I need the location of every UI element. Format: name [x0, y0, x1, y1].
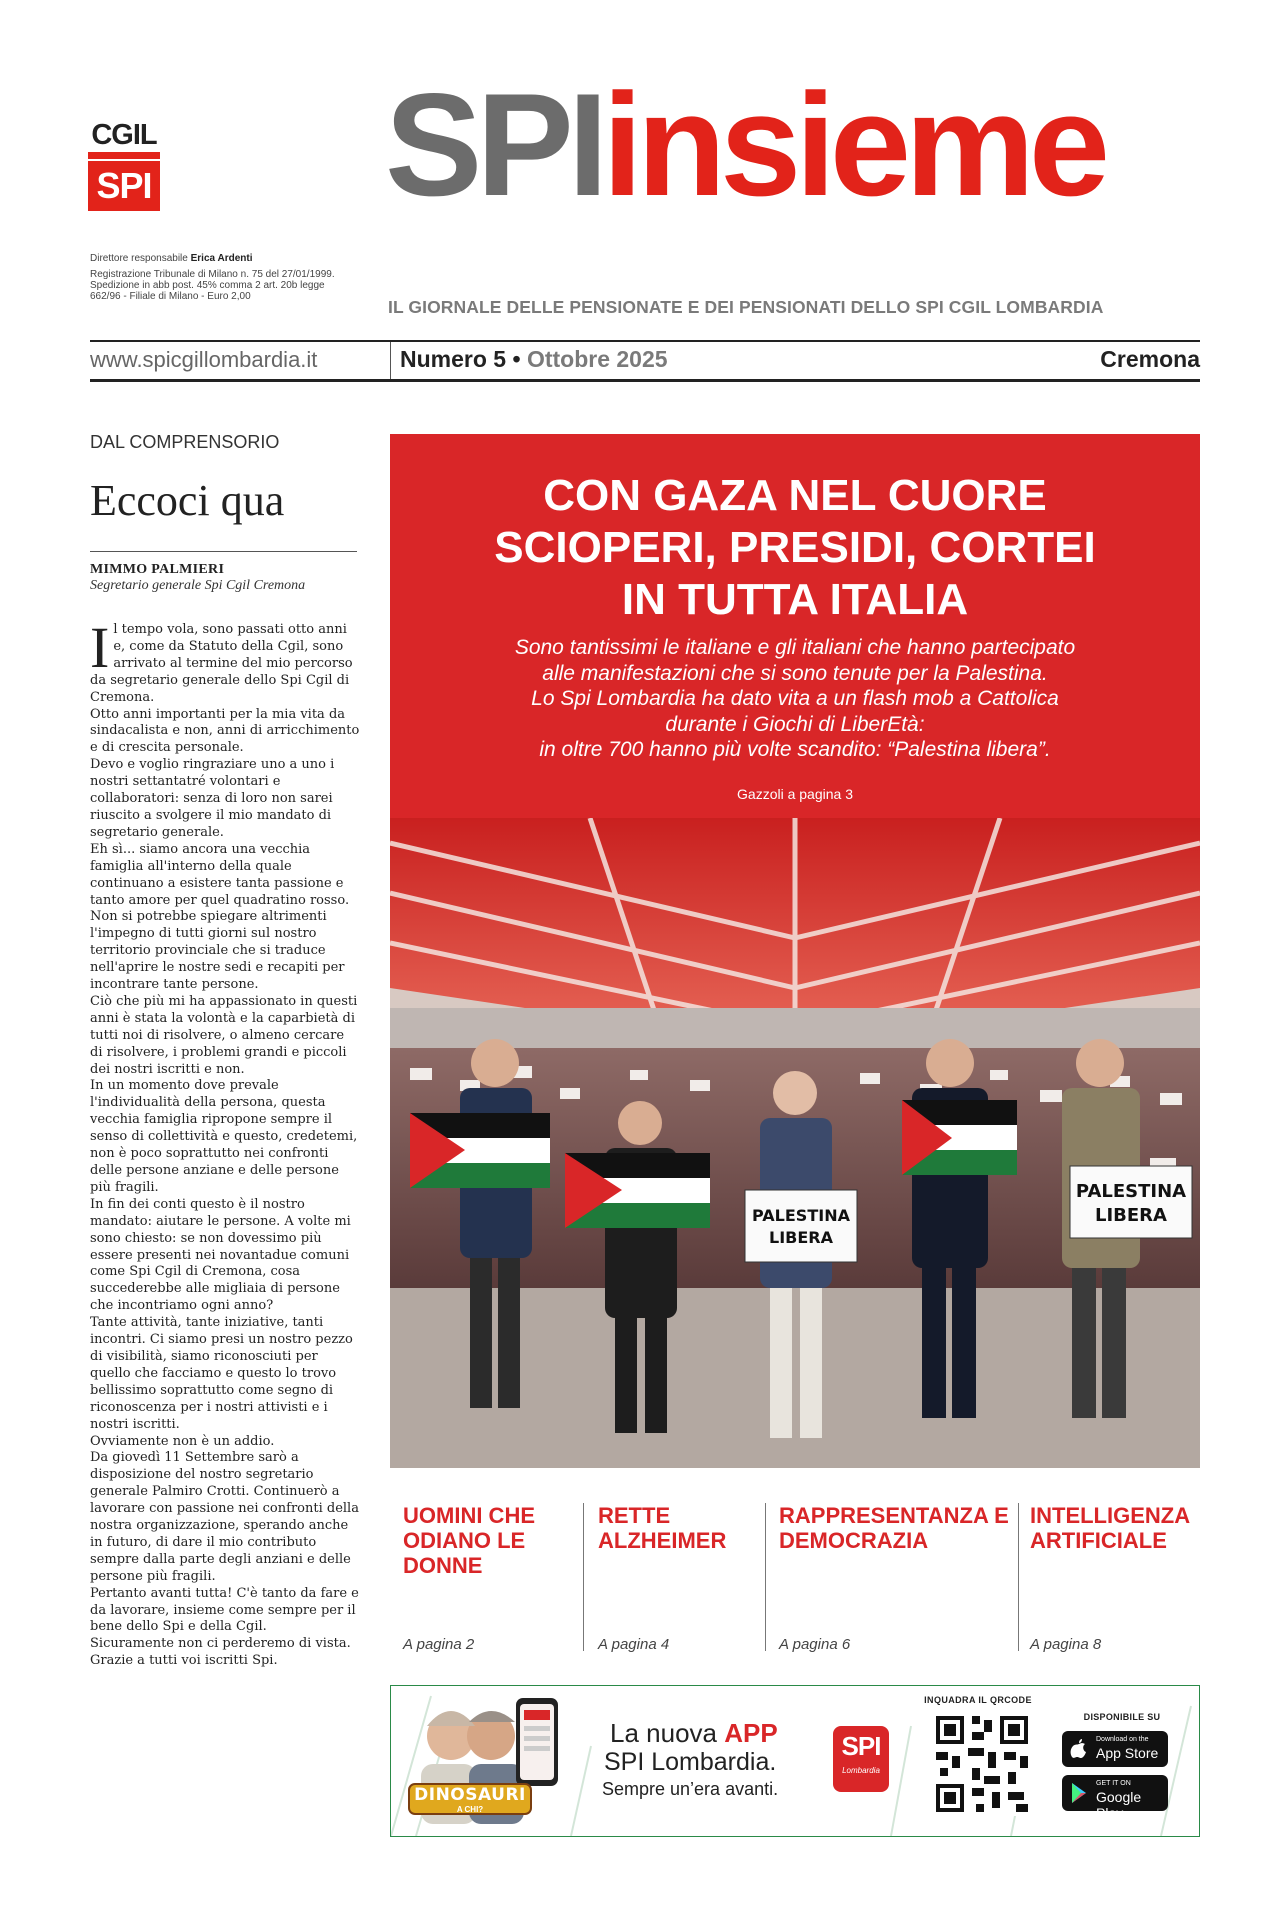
dinosauri-sub: A CHI? — [456, 1805, 484, 1814]
banner-line2: SPI Lombardia. — [604, 1748, 777, 1776]
teaser-title: RETTE ALZHEIMER — [598, 1503, 727, 1553]
subhead-line: durante i Giochi di LiberEtà: — [665, 712, 925, 736]
article-paragraph: l tempo vola, sono passati otto anni e, come da Statuto della Cgil, sono arrivato al termine del mio percorso da segretario generale dello Spi Cgil di Cremona. — [90, 622, 353, 705]
cgil-logo-text: CGIL — [91, 119, 157, 151]
sign-line: LIBERA — [769, 1228, 833, 1247]
article-paragraph: Tante attività, tante iniziative, tanti incontri. Ci siamo presi un nostro pezzo di visibilità, siamo riconosciuti per quello che facciamo e questo lo trovo bellissimo soprattutto come segno di riconoscenza per i nostri attivisti e i nostri iscritti. — [90, 1315, 353, 1432]
palestine-flag — [410, 1113, 550, 1188]
teaser-page: A pagina 6 — [779, 1636, 851, 1653]
title-insieme: insieme — [602, 63, 1105, 226]
website-link[interactable]: www.spicgillombardia.it — [90, 347, 318, 372]
article-paragraph: Grazie a tutti voi iscritti Spi. — [90, 1653, 278, 1669]
director-name: Erica Ardenti — [190, 253, 253, 264]
lead-photo — [390, 818, 1200, 1468]
appstore-small: Download on the — [1096, 1736, 1149, 1743]
article-paragraph: Devo e voglio ringraziare uno a uno i nostri settantatré volontari e collaboratori: senza di loro non sarei riuscito a svolgere il mio mandato di segretario generale. — [90, 757, 335, 840]
qr-code-graphic — [932, 1712, 1032, 1816]
teaser-page: A pagina 4 — [598, 1636, 670, 1653]
palestine-flag — [565, 1153, 710, 1228]
sign-right-text — [1070, 1180, 1192, 1228]
article-paragraph: Sicuramente non ci perderemo di vista. — [90, 1636, 351, 1652]
headline-line: CON GAZA NEL CUORE — [543, 471, 1047, 520]
director-line — [90, 253, 340, 264]
teaser-title: RAPPRESENTANZA E DEMOCRAZIA — [779, 1503, 1009, 1553]
article-paragraph: Da giovedì 11 Settembre sarò a disposizione del nostro segretario generale Palmiro Crotti. Continuerò a lavorare con passione nei confronti della nostra organizzazione, sperando anche in futuro, di dare il mio contributo sempre dalla parte degli anziani e delle persone più fragili. — [90, 1450, 359, 1584]
tagline: IL GIORNALE DELLE PENSIONATE E DEI PENSIONATI DELLO SPI CGIL LOMBARDIA — [388, 297, 1104, 317]
teaser-rette[interactable] — [598, 1503, 758, 1653]
teaser-divider — [765, 1503, 766, 1651]
app-store-badge[interactable] — [1062, 1731, 1168, 1767]
google-play-badge[interactable] — [1062, 1775, 1168, 1821]
article-paragraph: In fin dei conti questo è il nostro mandato: aiutare le persone. A volte mi sono chiesto: se non dovessimo più essere presenti nei novantadue comuni come Spi Cgil di Cremona, cosa succederebbe alle migliaia di persone che incontriamo ogni anno? — [90, 1196, 351, 1314]
sign-left-text — [745, 1205, 857, 1249]
banner-line1 — [610, 1718, 778, 1749]
article-paragraph: Otto anni importanti per la mia vita da sindacalista e non, anni di arricchimento e di crescita personale. — [90, 706, 360, 756]
lead-credit: Gazzoli a pagina 3 — [737, 786, 853, 802]
flash-mob-photo — [390, 818, 1200, 1468]
article-title: Eccoci qua — [90, 476, 285, 525]
googleplay-big: Google Play — [1096, 1789, 1142, 1821]
article-paragraph: Ciò che più mi ha appassionato in questi anni è stata la volontà e la caparbietà di tutti noi di risolvere, o almeno cercare di risolvere, i problemi grandi e piccoli dei nostri iscritti e non. — [90, 993, 358, 1077]
subhead-line: alle manifestazioni che si sono tenute per la Palestina. — [542, 661, 1048, 685]
imprint — [90, 253, 340, 302]
title-rule — [90, 551, 357, 552]
spi-logo-sub: Lombardia — [842, 1766, 880, 1775]
teaser-divider — [583, 1503, 584, 1651]
spi-logo-text: SPI — [88, 161, 160, 211]
qr-code-icon[interactable] — [932, 1712, 1032, 1816]
article-body — [90, 615, 360, 1670]
teaser-uomini[interactable] — [403, 1503, 563, 1653]
teaser-page: A pagina 8 — [1030, 1636, 1102, 1653]
subhead-line: in oltre 700 hanno più volte scandito: “Palestina libera”. — [539, 738, 1051, 761]
palestine-flag — [902, 1100, 1017, 1175]
teaser-intelligenza[interactable] — [1030, 1503, 1200, 1653]
sign-line: LIBERA — [1095, 1205, 1167, 1226]
teaser-rappresentanza[interactable] — [779, 1503, 1019, 1653]
sign-line: PALESTINA — [752, 1206, 850, 1225]
subhead-line: Lo Spi Lombardia ha dato vita a un flash mob a Cattolica — [531, 687, 1059, 710]
banner-line3: Sempre un’era avanti. — [602, 1779, 779, 1799]
masthead-divider — [390, 342, 391, 380]
masthead-rule-bottom — [90, 379, 1200, 382]
spi-logo-word: SPI — [841, 1731, 881, 1761]
headline-line: IN TUTTA ITALIA — [621, 575, 969, 624]
appstore-big: App Store — [1096, 1745, 1159, 1761]
logo-bar — [88, 152, 160, 159]
article-paragraph: Eh sì... siamo ancora una vecchia famiglia all'interno della quale continuano a esistere tanta passione e tanto amore per quel quadratino rosso. Non si potrebbe spiegare altrimenti l'impegno di tutti giorni sul nostro territorio provinciale che si traduce nell'aprire le nostre sedi e recapiti per incontrare tante persone. — [90, 841, 350, 993]
registration-text: Registrazione Tribunale di Milano n. 75 del 27/01/1999. Spedizione in abb post. 45% comma 2 art. 20b legge 662/96 - Filiale di Milano - Euro 2,00 — [90, 269, 335, 302]
banner-prefix: La nuova — [610, 1718, 725, 1748]
googleplay-small: GET IT ON — [1096, 1780, 1131, 1787]
spi-lombardia-logo — [833, 1726, 889, 1792]
available-on: DISPONIBILE SU — [1083, 1712, 1161, 1722]
newspaper-title — [385, 63, 1105, 226]
cgil-spi-logo — [88, 120, 160, 216]
drop-cap: I — [90, 615, 110, 680]
article-paragraph: Ovviamente non è un addio. — [90, 1433, 275, 1449]
dinosauri-text: DINOSAURI — [414, 1785, 526, 1805]
teaser-divider — [1018, 1503, 1019, 1651]
edition-city: Cremona — [1100, 346, 1200, 372]
author-name: MIMMO PALMIERI — [90, 562, 225, 577]
issue-info — [400, 346, 668, 373]
masthead-rule-top — [90, 340, 1200, 342]
issue-number: Numero 5 — [400, 346, 507, 372]
article-paragraph: In un momento dove prevale l'individualità della persona, questa vecchia famiglia ripropone sempre il senso di collettività e questo, credetemi, non è poco soprattutto nei confronti delle persone anziane e delle persone più fragili. — [90, 1078, 358, 1195]
teaser-page: A pagina 2 — [403, 1636, 475, 1653]
sign-line: PALESTINA — [1075, 1181, 1187, 1202]
banner-app: APP — [724, 1718, 778, 1748]
headline-line: SCIOPERI, PRESIDI, CORTEI — [494, 523, 1096, 572]
lead-headline — [390, 470, 1200, 626]
article-paragraph: Pertanto avanti tutta! C'è tanto da fare e da lavorare, insieme come sempre per il bene dello Spi e della Cgil. — [90, 1585, 359, 1635]
teaser-title: UOMINI CHE ODIANO LE DONNE — [403, 1503, 535, 1578]
author-role: Segretario generale Spi Cgil Cremona — [90, 578, 306, 593]
apple-icon — [1070, 1738, 1088, 1760]
issue-separator: • — [506, 346, 527, 372]
lead-subhead — [390, 635, 1200, 763]
qr-label: INQUADRA IL QRCODE — [924, 1695, 1032, 1705]
issue-date: Ottobre 2025 — [526, 346, 668, 372]
google-play-icon — [1070, 1782, 1088, 1804]
section-label: DAL COMPRENSORIO — [90, 432, 280, 452]
subhead-line: Sono tantissimi le italiane e gli italiani che hanno partecipato — [514, 636, 1076, 659]
director-label: Direttore responsabile — [90, 253, 191, 264]
title-spi: SPI — [385, 63, 603, 226]
teaser-title: INTELLIGENZA ARTIFICIALE — [1030, 1503, 1190, 1553]
